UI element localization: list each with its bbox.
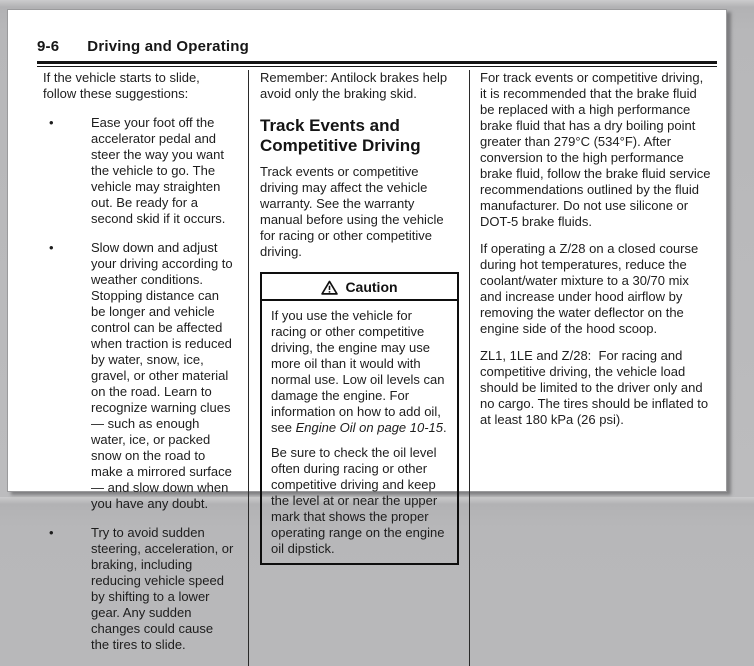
slide-intro-paragraph: If the vehicle starts to slide, follow these suggestions: <box>43 70 200 101</box>
caution-box-header <box>262 274 457 301</box>
header-double-rule <box>37 61 717 67</box>
column-right <box>469 70 717 666</box>
caution-title: Caution <box>345 279 398 295</box>
page-header <box>37 38 717 67</box>
caution-box <box>260 272 459 565</box>
column-left <box>37 70 248 666</box>
list-item-text: Ease your foot off the accelerator pedal and steer the way you want the vehicle to go. The vehicle may straighten out. Be ready for a second skid if it occurs. <box>91 115 226 226</box>
caution-paragraph-1-text: If you use the vehicle for racing or other competitive driving, the engine may use more oil than it would with normal use. Low oil levels can damage the engine. For information on how to add oil, see <box>271 308 445 435</box>
chapter-title: Driving and Operating <box>87 38 249 55</box>
caution-paragraph-2: Be sure to check the oil level often during racing or other competitive driving and keep the level at or near the upper mark that shows the proper operating range on the engine oil dipstick. <box>271 445 445 556</box>
list-item-text: Slow down and adjust your driving according to weather conditions. Stopping distance can be longer and vehicle control can be affected when traction is reduced by water, snow, ice, gravel, or other material on the road. Learn to recognize warning clues — such as enough water, ice, or packed snow on the road to make a mirrored surface — and slow down when you have any doubt. <box>91 240 233 511</box>
caution-box-body <box>262 301 457 563</box>
bullet-icon: • <box>49 525 54 540</box>
list-item <box>43 115 234 227</box>
list-item <box>43 525 234 653</box>
track-events-paragraph: Track events or competitive driving may affect the vehicle warranty. See the warranty manual before using the vehicle for racing or other competitive driving. <box>260 164 444 259</box>
brake-fluid-paragraph: For track events or competitive driving, it is recommended that the brake fluid be replaced with a high performance brake fluid that has a dry boiling point greater than 279°C (534°F). After conversion to the high performance brake fluid, follow the brake fluid service recommendations outlined by the fluid manufacturer. Do not use silicone or DOT-5 brake fluids. <box>480 70 711 229</box>
bullet-icon: • <box>49 240 54 255</box>
bullet-icon: • <box>49 115 54 130</box>
vehicle-load-paragraph: ZL1, 1LE and Z/28: For racing and competitive driving, the vehicle load should be limited to the driver only and no cargo. The tires should be inflated to at least 180 kPa (26 psi). <box>480 348 709 427</box>
caution-paragraph-1-period: . <box>443 420 447 435</box>
list-item <box>43 240 234 512</box>
caution-paragraph-1 <box>271 308 449 436</box>
engine-oil-reference: Engine Oil on page 10-15 <box>295 420 444 435</box>
remember-paragraph: Remember: Antilock brakes help avoid only the braking skid. <box>260 70 448 101</box>
coolant-mixture-paragraph: If operating a Z/28 on a closed course during hot temperatures, reduce the coolant/water mixture to a 30/70 mix and increase under hood airflow by removing the water deflector on the engine side of the hood scoop. <box>480 241 699 336</box>
page-number: 9-6 <box>37 38 60 55</box>
three-column-layout <box>37 70 717 666</box>
page-header-text <box>37 38 717 61</box>
list-item-text: Try to avoid sudden steering, acceleration, or braking, including reducing vehicle speed by shifting to a lower gear. Any sudden changes could cause the tires to slide. <box>91 525 234 652</box>
manual-page <box>7 9 727 652</box>
warning-triangle-icon <box>321 280 338 295</box>
section-heading-track-events: Track Events and Competitive Driving <box>260 116 421 155</box>
column-middle <box>248 70 469 666</box>
